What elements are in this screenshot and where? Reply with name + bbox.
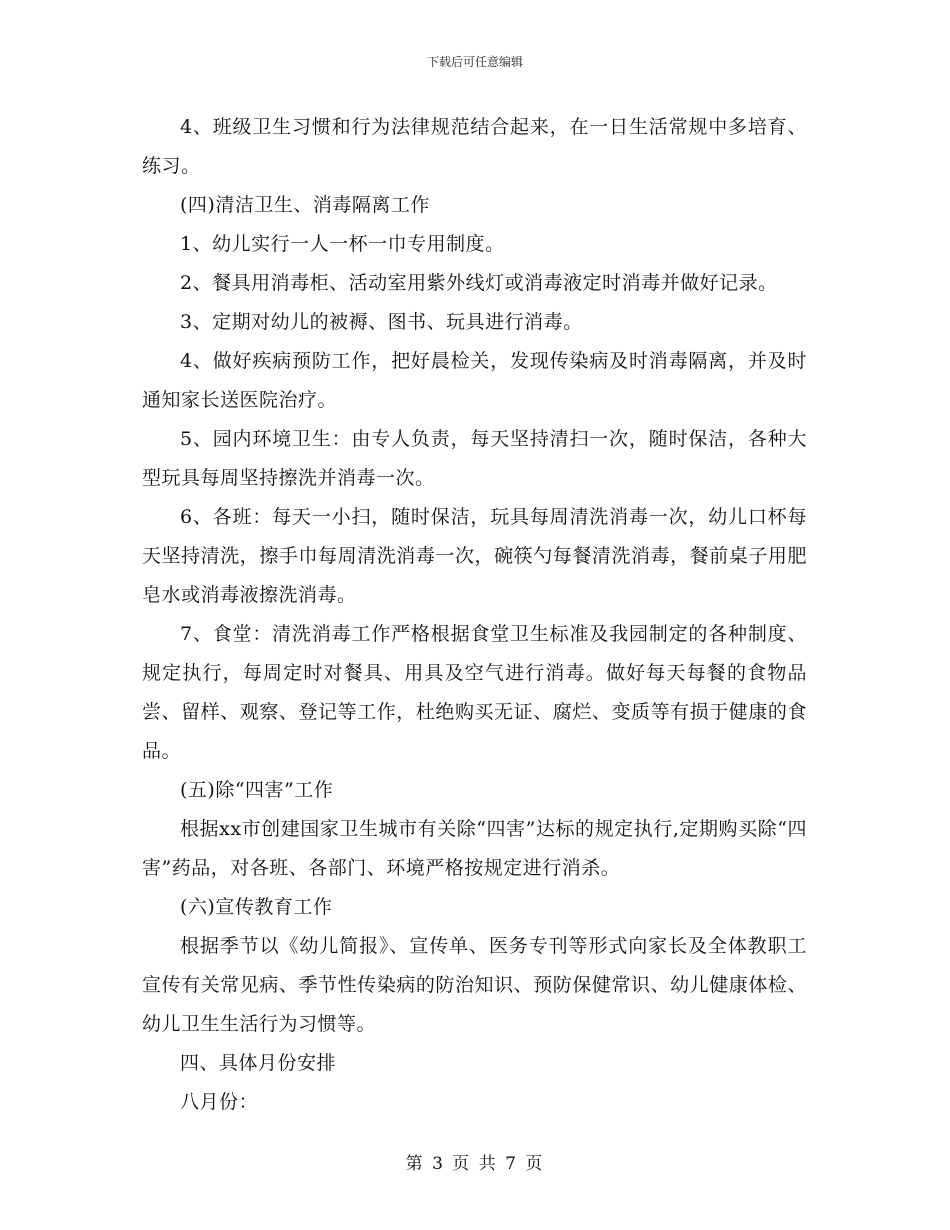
paragraph: 根据xx市创建国家卫生城市有关除“四害”达标的规定执行,定期购买除“四害”药品，对各班、各部门、环境严格按规定进行消杀。 (142, 818, 807, 879)
section-heading: (六)宣传教育工作 (180, 896, 333, 918)
section-heading: (五)除“四害”工作 (180, 779, 334, 801)
document-body (142, 108, 807, 1122)
paragraph: 4、做好疾病预防工作，把好晨检关，发现传染病及时消毒隔离，并及时通知家长送医院治疗。 (142, 350, 807, 411)
page-header: 下载后可任意编辑 (426, 55, 523, 69)
paragraph: 6、各班：每天一小扫，随时保洁，玩具每周清洗消毒一次，幼儿口杯每天坚持清洗，擦手巾每周清洗消毒一次，碗筷勺每餐清洗消毒，餐前桌子用肥皂水或消毒液擦洗消毒。 (142, 506, 807, 606)
section-heading: 四、具体月份安排 (180, 1052, 337, 1074)
paragraph: 八月份： (180, 1091, 259, 1113)
paragraph: 4、班级卫生习惯和行为法律规范结合起来，在一日生活常规中多培育、练习。 (142, 116, 807, 177)
paragraph: 根据季节以《幼儿简报》、宣传单、医务专刊等形式向家长及全体教职工宣传有关常见病、季节性传染病的防治知识、预防保健常识、幼儿健康体检、幼儿卫生生活行为习惯等。 (142, 935, 807, 1035)
paragraph: 7、食堂：清洗消毒工作严格根据食堂卫生标准及我园制定的各种制度、规定执行，每周定时对餐具、用具及空气进行消毒。做好每天每餐的食物品尝、留样、观察、登记等工作，杜绝购买无证、腐烂、变质等有损于健康的食品。 (142, 623, 807, 762)
paragraph: 3、定期对幼儿的被褥、图书、玩具进行消毒。 (180, 311, 583, 333)
paragraph: 2、餐具用消毒柜、活动室用紫外线灯或消毒液定时消毒并做好记录。 (180, 272, 778, 294)
page-number: 第 3 页 共 7 页 (405, 1154, 545, 1174)
section-heading: (四)清洁卫生、消毒隔离工作 (180, 194, 430, 216)
paragraph: 5、园内环境卫生：由专人负责，每天坚持清扫一次，随时保洁，各种大型玩具每周坚持擦洗并消毒一次。 (142, 428, 807, 489)
paragraph: 1、幼儿实行一人一杯一巾专用制度。 (180, 233, 505, 255)
